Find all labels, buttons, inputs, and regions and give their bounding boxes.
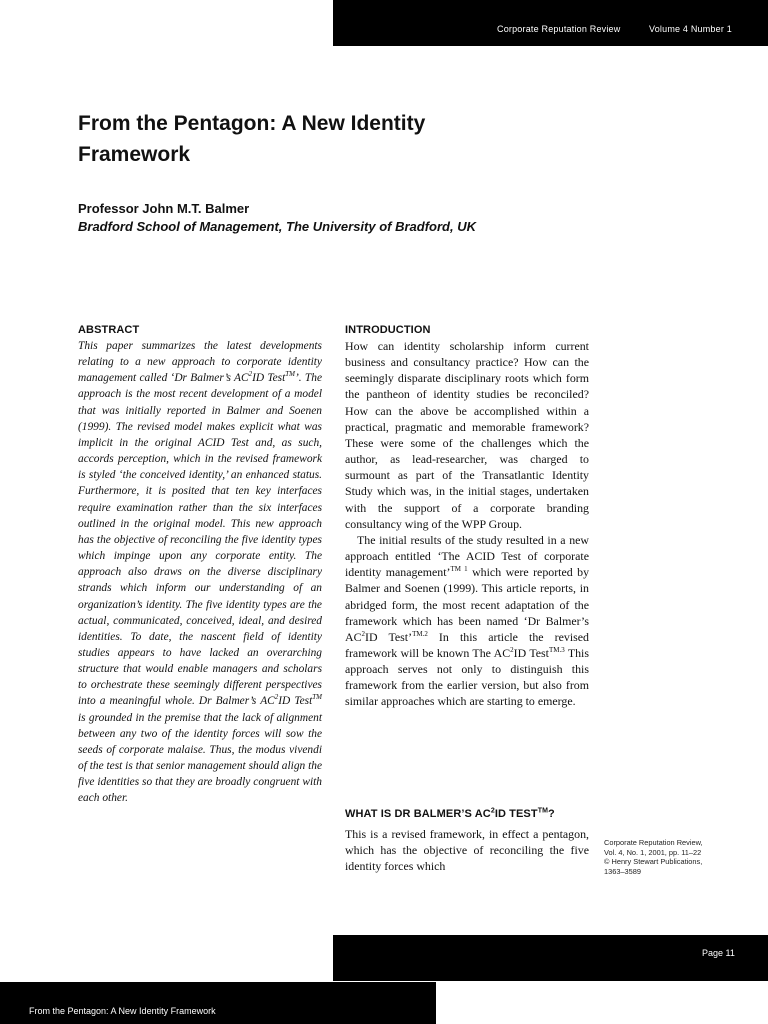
author-name: Professor John M.T. Balmer	[78, 201, 250, 216]
citation-publisher: © Henry Stewart Publications,	[604, 857, 703, 867]
article-title-line2: Framework	[78, 143, 191, 166]
footer-title: From the Pentagon: A New Identity Framework	[29, 1006, 216, 1016]
introduction-heading: INTRODUCTION	[345, 324, 431, 336]
footer-bar	[0, 982, 436, 1024]
journal-header-bar	[333, 0, 768, 46]
section-heading-what-is-test: WHAT IS DR BALMER’S $AC^2ID$ TEST™?	[345, 807, 555, 820]
author-affiliation: Bradford School of Management, The University of Bradford, UK	[78, 219, 476, 234]
section-text-what-is-test: This is a revised framework, in effect a pentagon, which has the objective of reconciling the five identity forces which	[345, 827, 589, 874]
citation-note	[604, 838, 724, 876]
journal-name: Corporate Reputation Review	[497, 24, 621, 34]
citation-issn: 1363–3589	[604, 866, 641, 876]
citation-journal: Corporate Reputation Review,	[604, 838, 703, 847]
introduction-text	[345, 338, 589, 710]
abstract-heading: ABSTRACT	[78, 324, 140, 336]
page-number-bar	[333, 935, 768, 981]
journal-issue: Volume 4 Number 1	[649, 24, 732, 34]
page-number: Page 11	[702, 948, 735, 958]
article-title	[78, 108, 558, 170]
introduction-paragraph-2: The initial results of the study resulted in a new approach entitled ‘The ACID Test of corporate identity management’$^{TM 1}$ which were reported by Balmer and Soenen (1999). This article reports, in abridged form, the most recent adaptation of the framework which has been named ‘Dr Balmer’s $AC^2ID$ Test’$^{TM.2}$ In this article the revised framework will be known The $AC^2ID$ Test$^{TM.3}$ This approach serves not only to distinguish this framework from the earlier version, but also from similar approaches which are starting to emerge.	[345, 532, 590, 709]
article-title-line1: From the Pentagon: A New Identity	[78, 112, 426, 135]
abstract-text: This paper summarizes the latest developments relating to a new approach to corporate identity management called ‘Dr Balmer’s $AC^2ID$ Test™’. The approach is the most recent development of a model that was initially reported in Balmer and Soenen (1999). The revised model makes explicit what was implicit in the original ACID Test and, as such, accords perception, which in the revised framework is styled ‘the conceived identity,’ an enhanced status. Furthermore, it is posited that ten key interfaces require examination rather than the six interfaces outlined in the original model. This new approach has the objective of reconciling the five identity types which impinge upon any corporate entity. The approach also draws on the diverse disciplinary strands which inform our understanding of an organization’s identity. The five identity types are the actual, communicated, conceived, ideal, and desired identities. To date, the nascent field of identity studies appears to have lacked an overarching structure that would enable managers and scholars to orchestrate these seemingly different perspectives into a meaningful whole. Dr Balmer’s $AC^2ID$ Test™ is grounded in the premise that the lack of alignment between any two of the identity forces will sow the seeds of corporate malaise. Thus, the modus vivendi of the test is that senior management should align the five identities so that they are broadly congruent with each other.	[78, 340, 322, 805]
introduction-paragraph-1: How can identity scholarship inform current business and consultancy practice? How can the seemingly disparate disciplinary roots which form the pantheon of identity studies be reconciled? How can the above be accomplished within a practical, pragmatic and memorable framework? These were some of the challenges which the author, as lead-researcher, was charged to surmount as part of the Transatlantic Identity Study which was, in the initial stages, undertaken with the support of a corporate branding consultancy wing of the WPP Group.	[345, 339, 589, 531]
citation-volume: Vol. 4, No. 1, 2001, pp. 11–22	[604, 847, 702, 857]
